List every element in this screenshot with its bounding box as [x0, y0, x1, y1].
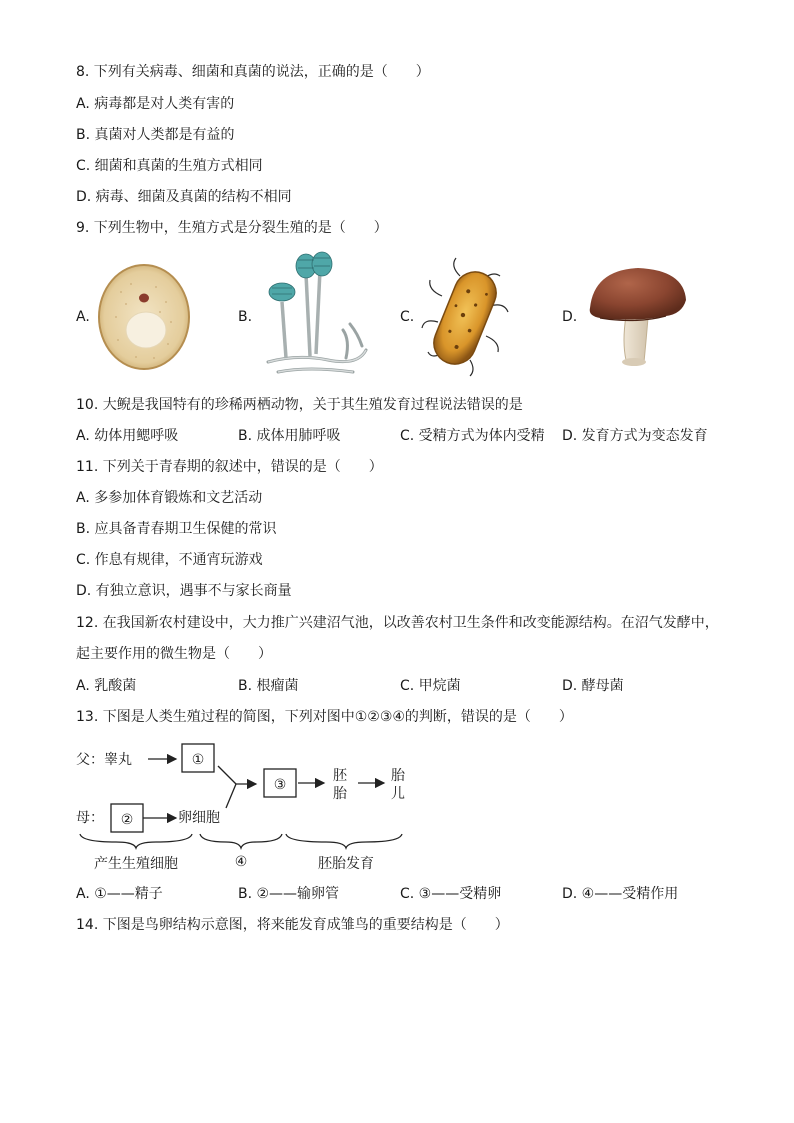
mother-label: 母： — [76, 810, 104, 826]
q9-label-a: A. — [76, 309, 90, 325]
q10-option-a: A. 幼体用鳃呼吸 — [76, 428, 179, 444]
brace-right-label: 胚胎发育 — [318, 856, 374, 872]
q13-option-a: A. ①——精子 — [76, 886, 163, 902]
brace-left — [80, 834, 192, 848]
father-label: 父：睾丸 — [76, 752, 132, 768]
q12-stem-line1: 12. 在我国新农村建设中，大力推广兴建沼气池，以改善农村卫生条件和改变能源结构。在沼气发酵中， — [76, 615, 719, 631]
brace-right — [286, 834, 402, 848]
q8-option-a: A. 病毒都是对人类有害的 — [76, 96, 235, 112]
q11-stem: 11. 下列关于青春期的叙述中，错误的是（ ） — [76, 459, 383, 475]
mold-hyphae-illustration — [258, 250, 370, 378]
reproduction-process-diagram — [76, 738, 416, 878]
box-2-label: ② — [120, 812, 134, 828]
mushroom-photo — [586, 262, 690, 372]
box-1-label: ① — [191, 752, 205, 768]
embryo-label-top: 胚 — [333, 768, 347, 784]
yeast-cell-illustration — [96, 262, 192, 372]
fetus-label-bottom: 儿 — [391, 786, 405, 802]
q12-option-c: C. 甲烷菌 — [400, 678, 461, 694]
egg-cell-label: 卵细胞 — [178, 810, 220, 826]
q13-option-d: D. ④——受精作用 — [562, 886, 679, 902]
q10-stem: 10. 大鲵是我国特有的珍稀两栖动物，关于其生殖发育过程说法错误的是 — [76, 397, 523, 413]
q8-stem: 8. 下列有关病毒、细菌和真菌的说法，正确的是（ ） — [76, 64, 430, 80]
brace-mid — [200, 834, 282, 848]
q8-option-b: B. 真菌对人类都是有益的 — [76, 127, 235, 143]
q13-option-c: C. ③——受精卵 — [400, 886, 502, 902]
fetus-label-top: 胎 — [391, 768, 405, 784]
q11-option-d: D. 有独立意识，遇事不与家长商量 — [76, 583, 292, 599]
q13-stem: 13. 下图是人类生殖过程的简图，下列对图中①②③④的判断，错误的是（ ） — [76, 709, 573, 725]
q12-option-a: A. 乳酸菌 — [76, 678, 137, 694]
q9-label-d: D. — [562, 309, 578, 325]
q9-label-b: B. — [238, 309, 253, 325]
box-3-label: ③ — [273, 777, 287, 793]
bacterium-illustration — [420, 256, 510, 378]
q11-option-a: A. 多参加体育锻炼和文艺活动 — [76, 490, 263, 506]
brace-mid-label: ④ — [234, 854, 248, 870]
q10-option-d: D. 发育方式为变态发育 — [562, 428, 708, 444]
q9-label-c: C. — [400, 309, 415, 325]
q11-option-b: B. 应具备青春期卫生保健的常识 — [76, 521, 277, 537]
q8-option-d: D. 病毒、细菌及真菌的结构不相同 — [76, 189, 292, 205]
q12-option-b: B. 根瘤菌 — [238, 678, 299, 694]
q11-option-c: C. 作息有规律，不通宵玩游戏 — [76, 552, 263, 568]
q14-stem: 14. 下图是鸟卵结构示意图，将来能发育成雏鸟的重要结构是（ ） — [76, 917, 509, 933]
embryo-label-bottom: 胎 — [333, 786, 347, 802]
q10-option-b: B. 成体用肺呼吸 — [238, 428, 341, 444]
q10-option-c: C. 受精方式为体内受精 — [400, 428, 545, 444]
brace-left-label: 产生生殖细胞 — [94, 856, 178, 872]
q12-option-d: D. 酵母菌 — [562, 678, 624, 694]
q9-stem: 9. 下列生物中，生殖方式是分裂生殖的是（ ） — [76, 220, 388, 236]
q8-option-c: C. 细菌和真菌的生殖方式相同 — [76, 158, 263, 174]
q12-stem-line2: 起主要作用的微生物是（ ） — [76, 646, 272, 662]
q13-option-b: B. ②——输卵管 — [238, 886, 340, 902]
